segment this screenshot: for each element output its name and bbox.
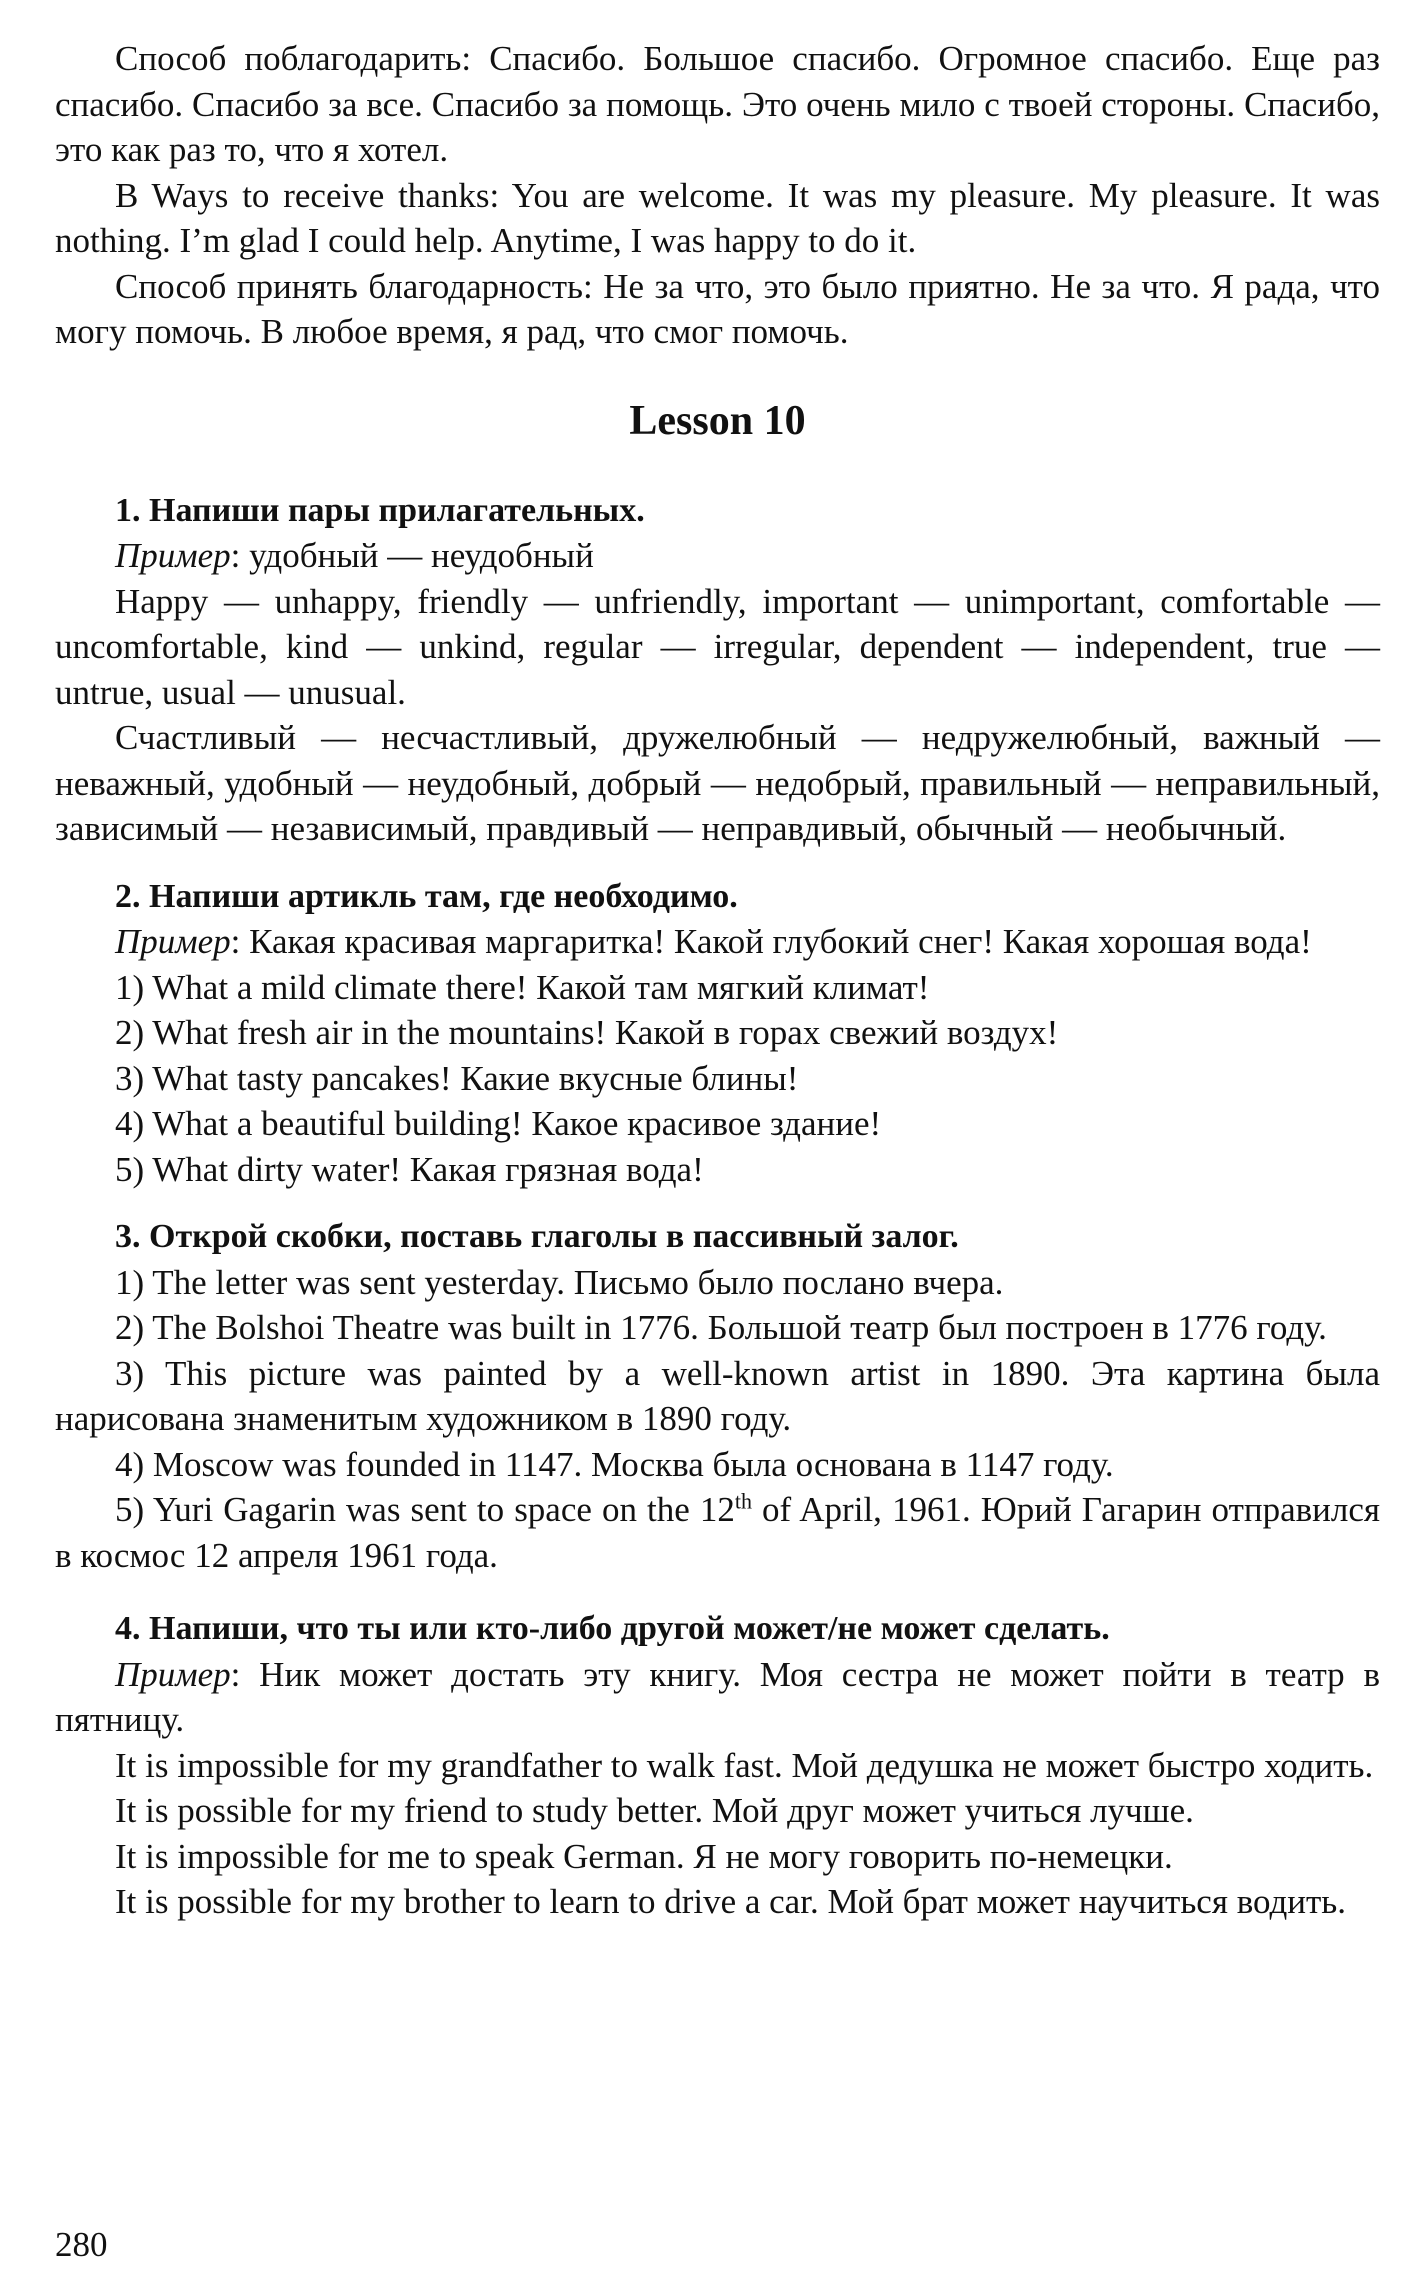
task-2-item: 1) What a mild climate there! Какой там мягкий климат! — [115, 967, 930, 1007]
ordinal-suffix: th — [734, 1488, 752, 1514]
task-4-item: It is impossible for my grandfather to walk fast. Мой дедушка не может быстро ходить. — [115, 1745, 1374, 1785]
task-4-example — [55, 1652, 1380, 1743]
example-label: Пример — [115, 1654, 231, 1694]
task-3-item: 3) This picture was painted by a well-known artist in 1890. Эта картина была нарисована знаменитым художником в 1890 году. — [55, 1353, 1380, 1438]
task-1-answer-english: Happy — unhappy, friendly — unfriendly, important — unimportant, comfortable — uncomfortable, kind — unkind, regular — irregular, dependent — independent, true — untrue, usual — unusual. — [55, 581, 1380, 712]
example-label: Пример — [115, 536, 231, 575]
intro-paragraph-3: Способ принять благодарность: Не за что, это было приятно. Не за что. Я рада, что могу помочь. В любое время, я рад, что смог помочь. — [55, 266, 1380, 351]
intro-paragraph-2: B Ways to receive thanks: You are welcome. It was my pleasure. My pleasure. It was nothing. I’m glad I could help. Anytime, I was happy to do it. — [55, 175, 1380, 260]
lesson-title: Lesson 10 — [629, 397, 806, 444]
task-1-example — [55, 533, 1380, 579]
task-2-example — [55, 919, 1380, 965]
task-3-item: 4) Moscow was founded in 1147. Москва была основана в 1147 году. — [115, 1444, 1114, 1484]
task-2-item: 2) What fresh air in the mountains! Какой в горах свежий воздух! — [115, 1013, 1059, 1052]
item-text: of April, 1961. Юрий Гагарин отправился в космос 12 апреля 1961 года. — [55, 1490, 1380, 1575]
task-4-item: It is possible for my brother to learn to drive a car. Мой брат может научиться водить. — [115, 1882, 1347, 1921]
example-label: Пример — [115, 922, 231, 961]
page-number: 280 — [55, 2225, 108, 2264]
example-text: : Какая красивая маргаритка! Какой глубокий снег! Какая хорошая вода! — [230, 922, 1312, 961]
intro-paragraph-1: Способ поблагодарить: Спасибо. Большое спасибо. Огромное спасибо. Еще раз спасибо. Спасибо за все. Спасибо за помощь. Это очень мило с твоей стороны. Спасибо, это как раз то, что я хотел. — [55, 39, 1380, 169]
task-2-item: 3) What tasty pancakes! Какие вкусные блины! — [115, 1058, 799, 1098]
example-text: : удобный — неудобный — [230, 536, 594, 575]
task-1-answer-russian: Счастливый — несчастливый, дружелюбный — недружелюбный, важный — неважный, удобный — неудобный, добрый — недобрый, правильный — неправильный, зависимый — независимый, правдивый — неправдивый, обычный — необычный. — [55, 718, 1380, 848]
task-4-title: 4. Напиши, что ты или кто-либо другой может/не может сделать. — [115, 1610, 1110, 1647]
task-4-item: It is possible for my friend to study better. Мой друг может учиться лучше. — [115, 1791, 1194, 1830]
task-2-title: 2. Напиши артикль там, где необходимо. — [115, 877, 738, 915]
task-3-title: 3. Открой скобки, поставь глаголы в пассивный залог. — [115, 1218, 959, 1255]
page-content — [55, 36, 1380, 1925]
task-2-item: 4) What a beautiful building! Какое красивое здание! — [115, 1104, 882, 1143]
item-text: 5) Yuri Gagarin was sent to space on the 12 — [115, 1490, 735, 1529]
task-3-item — [55, 1487, 1380, 1578]
task-4-item: It is impossible for me to speak German. Я не могу говорить по-немецки. — [115, 1836, 1173, 1876]
task-2-item: 5) What dirty water! Какая грязная вода! — [115, 1149, 704, 1189]
task-3-item: 2) The Bolshoi Theatre was built in 1776. Большой театр был построен в 1776 году. — [115, 1308, 1327, 1347]
example-text: : Ник может достать эту книгу. Моя сестра не может пойти в театр в пятницу. — [55, 1654, 1380, 1739]
task-1-title: 1. Напиши пары прилагательных. — [115, 491, 645, 529]
task-3-item: 1) The letter was sent yesterday. Письмо было послано вчера. — [115, 1262, 1004, 1302]
